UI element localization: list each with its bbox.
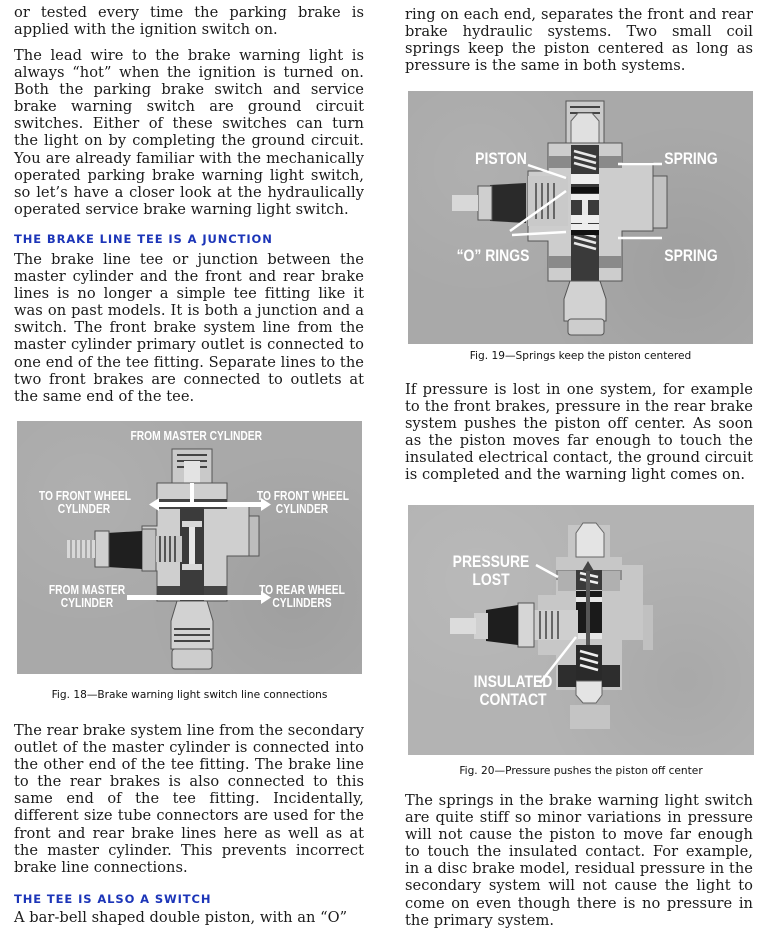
label-insulated-contact: INSULATED CONTACT xyxy=(473,672,553,709)
label-spring-bottom: SPRING xyxy=(664,246,718,265)
label-spring-top: SPRING xyxy=(664,149,718,168)
paragraph-brake-line-tee: The brake line tee or junction between the master cylinder and the front and rear brake lines is no longer a simple tee fitting like it was on past models. It is both a junction and a switch. The front brake system line from the master cylinder primary outlet is connected to one end of the tee fitting. Separate lines to the two front brakes are connected to outlets at the same end of the tee. xyxy=(14,251,364,405)
label-to-front-wheel-right: TO FRONT WHEEL CYLINDER xyxy=(256,489,349,517)
label-from-master-cylinder-top: FROM MASTER CYLINDER xyxy=(130,429,263,443)
label-piston: PISTON xyxy=(475,149,527,168)
paragraph-pressure-lost: If pressure is lost in one system, for example to the front brakes, pressure in the rear brake system pushes the piston off center. As soon as the piston moves far enough to touch the insulated electrical contact, the ground circuit is completed and the warning light comes on. xyxy=(405,381,753,484)
heading-brake-line-tee-junction: THE BRAKE LINE TEE IS A JUNCTION xyxy=(14,232,273,246)
paragraph-springs-stiff: The springs in the brake warning light switch are quite stiff so minor variations in pressure will not cause the piston to move far enough to touch the insulated contact. For example, in a disc brake model, residual pressure in the secondary system will not cause the light to come on even though there is no pressure in the primary system. xyxy=(405,792,753,929)
label-to-front-wheel-left: TO FRONT WHEEL CYLINDER xyxy=(38,489,131,517)
label-pressure-lost: PRESSURE LOST xyxy=(452,552,530,589)
label-o-rings: “O” RINGS xyxy=(456,246,530,265)
paragraph-lead-wire: The lead wire to the brake warning light is always “hot” when the ignition is turned on. Both the parking brake switch and service brake warning switch are ground circuit switches. Either of these switches can turn the light on by completing the ground circuit. You are already familiar with the mechanically operated parking brake warning light switch, so let’s have a closer look at the hydraulically operated service brake warning light switch. xyxy=(14,47,364,218)
label-to-rear-wheel: TO REAR WHEEL CYLINDERS xyxy=(259,583,345,611)
paragraph-parking-brake-test: or tested every time the parking brake is applied with the ignition switch on. xyxy=(14,4,364,39)
figure-19-caption: Fig. 19—Springs keep the piston centered xyxy=(469,350,692,362)
paragraph-rear-brake-line: The rear brake system line from the secondary outlet of the master cylinder is connected into the other end of the tee fitting. The brake line to the rear brakes is also connected to this same end of the tee fitting. Incidentally, different size tube connectors are used for the front and rear brake lines here as well as at the master cylinder. This prevents incorrect brake line connections. xyxy=(14,722,364,876)
heading-tee-is-switch: THE TEE IS ALSO A SWITCH xyxy=(14,892,212,906)
figure-20-caption: Fig. 20—Pressure pushes the piston off center xyxy=(459,765,703,777)
pressure-diagram xyxy=(408,505,754,755)
piston-springs-diagram xyxy=(408,91,753,344)
figure-20-piston-off-center xyxy=(408,505,754,755)
paragraph-o-ring-separates: ring on each end, separates the front and rear brake hydraulic systems. Two small coil springs keep the piston centered as long as pressure is the same in both systems. xyxy=(405,6,753,75)
paragraph-bar-bell-piston: A bar-bell shaped double piston, with an “O” xyxy=(14,909,348,926)
tee-fitting-diagram xyxy=(17,421,362,674)
label-from-master-cylinder-left: FROM MASTER CYLINDER xyxy=(48,583,126,611)
figure-18-caption: Fig. 18—Brake warning light switch line connections xyxy=(51,689,328,701)
figure-19-springs-centered xyxy=(408,91,753,344)
figure-18-line-connections xyxy=(17,421,362,674)
